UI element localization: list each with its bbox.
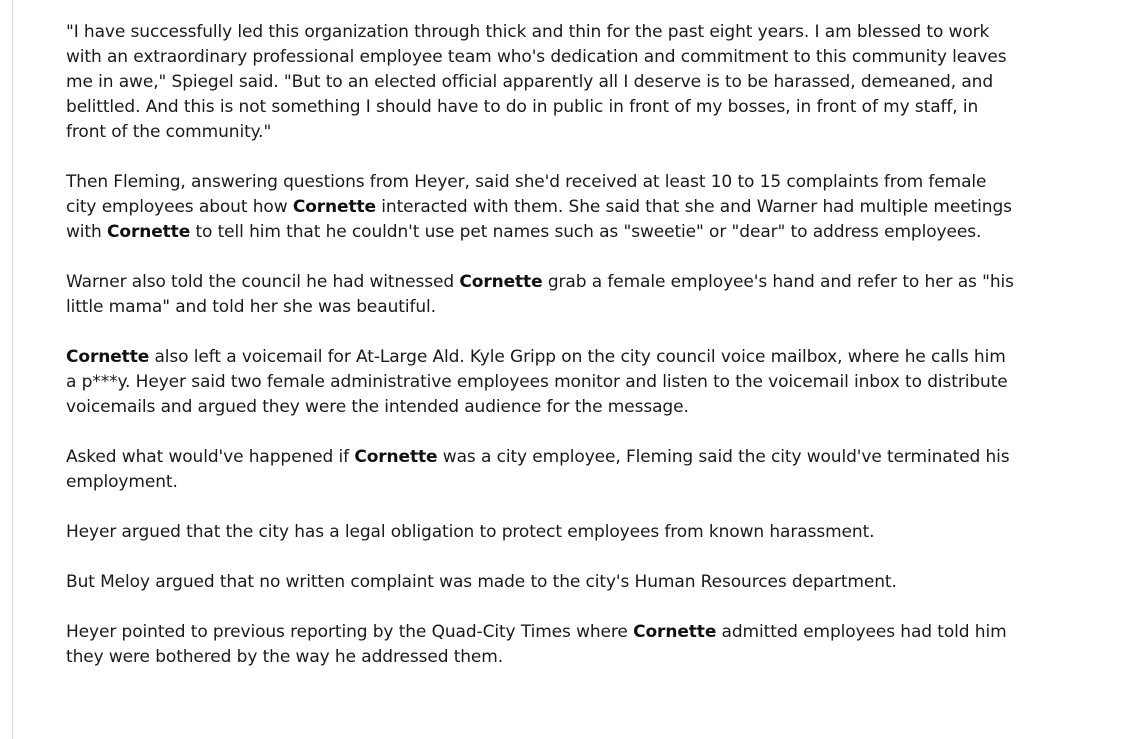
highlighted-term: Cornette <box>354 447 438 467</box>
article-paragraph <box>66 345 1016 420</box>
paragraph-text: But Meloy argued that no written complaint was made to the city's Human Resources department. <box>66 572 897 592</box>
article-paragraph <box>66 170 1016 245</box>
article-paragraph <box>66 270 1016 320</box>
paragraph-text: interacted with them. She said that she and Warner had multiple meetings with <box>66 197 1012 242</box>
article-body <box>66 20 1016 695</box>
page-left-border <box>12 0 13 739</box>
highlighted-term: Cornette <box>633 622 717 642</box>
highlighted-term: Cornette <box>292 197 376 217</box>
highlighted-term: Cornette <box>459 272 543 292</box>
article-paragraph <box>66 20 1016 145</box>
paragraph-text: "I have successfully led this organization through thick and thin for the past eight years. I am blessed to work with an extraordinary professional employee team who's dedication and commitment to this community leaves me in awe," Spiegel said. "But to an elected official apparently all I deserve is to be harassed, demeaned, and belittled. And this is not something I should have to do in public in front of my bosses, in front of my staff, in front of the community." <box>66 22 1007 142</box>
paragraph-text: Heyer argued that the city has a legal obligation to protect employees from known harassment. <box>66 522 875 542</box>
article-paragraph <box>66 570 1016 595</box>
article-paragraph <box>66 520 1016 545</box>
paragraph-text: also left a voicemail for At-Large Ald. Kyle Gripp on the city council voice mailbox, where he calls him a p***y. Heyer said two female administrative employees monitor and listen to the voicemail inbox to distribute voicemails and argued they were the intended audience for the message. <box>66 347 1008 417</box>
paragraph-text: Asked what would've happened if <box>66 447 355 467</box>
highlighted-term: Cornette <box>66 347 150 367</box>
paragraph-text: Warner also told the council he had witnessed <box>66 272 460 292</box>
paragraph-text: grab a female employee's hand and refer to her as "his little mama" and told her she was beautiful. <box>66 272 1014 317</box>
article-paragraph <box>66 620 1016 670</box>
highlighted-term: Cornette <box>106 222 191 242</box>
paragraph-text: was a city employee, Fleming said the city would've terminated his employment. <box>66 447 1010 492</box>
paragraph-text: to tell him that he couldn't use pet names such as "sweetie" or "dear" to address employees. <box>190 222 982 242</box>
paragraph-text: Heyer pointed to previous reporting by the Quad-City Times where <box>66 622 634 642</box>
paragraph-text: Then Fleming, answering questions from Heyer, said she'd received at least 10 to 15 complaints from female city employees about how <box>66 172 987 217</box>
article-paragraph <box>66 445 1016 495</box>
paragraph-text: admitted employees had told him they were bothered by the way he addressed them. <box>66 622 1007 667</box>
